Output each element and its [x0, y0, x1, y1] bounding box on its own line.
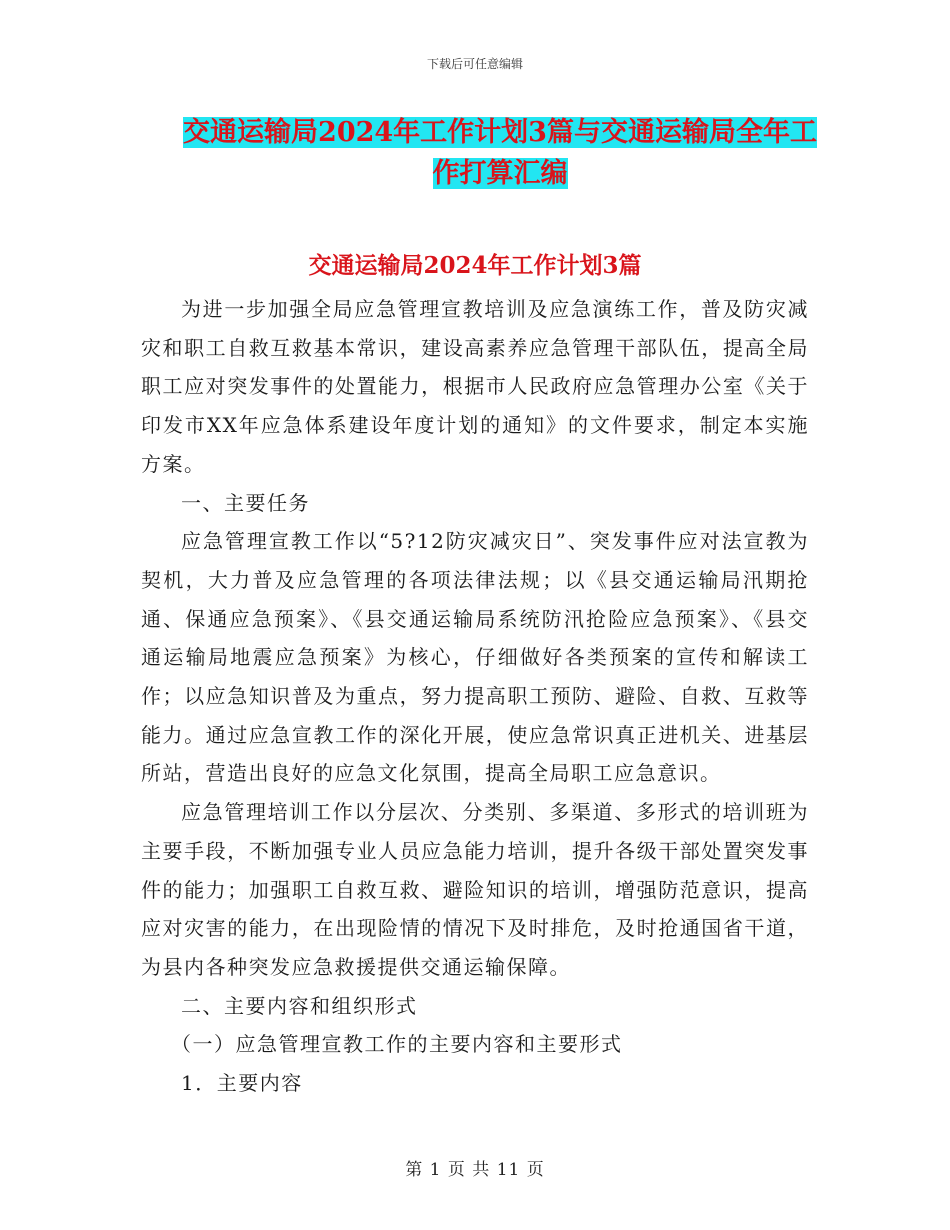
heading-main-tasks: 一、主要任务	[181, 490, 310, 515]
heading-main-content: 1．主要内容	[181, 1071, 303, 1096]
document-title	[140, 112, 860, 194]
paragraph-training: 应急管理培训工作以分层次、分类别、多渠道、多形式的培训班为主要手段，不断加强专业人员应急能力培训，提升各级干部处置突发事件的能力；加强职工自救互救、避险知识的培训，增强防范意识，提高应对灾害的能力，在出现险情的情况下及时排危，及时抢通国省干道，为县内各种突发应急救援提供交通运输保障。	[141, 800, 809, 979]
heading-education-content: （一）应急管理宣教工作的主要内容和主要形式	[171, 1032, 623, 1057]
page-number: 第 1 页 共 11 页	[405, 1160, 545, 1180]
heading-content-forms: 二、主要内容和组织形式	[181, 993, 418, 1018]
paragraph-education: 应急管理宣教工作以“5?12防灾减灾日”、突发事件应对法宣教为契机，大力普及应急管理的各项法律法规；以《县交通运输局汛期抢通、保通应急预案》、《县交通运输局系统防汛抢险应急预案》、《县交通运输局地震应急预案》为核心，仔细做好各类预案的宣传和解读工作；以应急知识普及为重点，努力提高职工预防、避险、自救、互救等能力。通过应急宣教工作的深化开展，使应急常识真正进机关、进基层所站，营造出良好的应急文化氛围，提高全局职工应急意识。	[141, 529, 809, 786]
title-line-1: 交通运输局2024年工作计划3篇与交通运输局全年工	[183, 117, 817, 148]
paragraph-intro: 为进一步加强全局应急管理宣教培训及应急演练工作，普及防灾减灾和职工自救互救基本常识，建设高素养应急管理干部队伍，提高全局职工应对突发事件的处置能力，根据市人民政府应急管理办公室《关于印发市XX年应急体系建设年度计划的通知》的文件要求，制定本实施方案。	[141, 297, 809, 476]
header-note: 下载后可任意编辑	[426, 57, 523, 71]
title-line-2: 作打算汇编	[432, 158, 568, 189]
document-body	[141, 290, 809, 1103]
section-title: 交通运输局2024年工作计划3篇	[308, 252, 642, 279]
